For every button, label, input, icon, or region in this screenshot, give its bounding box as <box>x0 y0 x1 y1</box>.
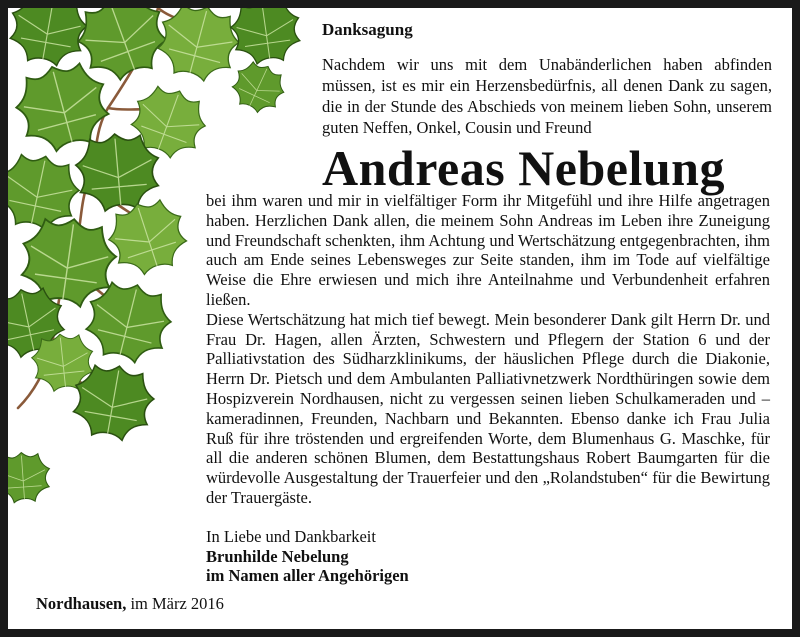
obituary-card <box>8 8 792 629</box>
place-date <box>36 594 224 614</box>
body-text <box>206 191 770 508</box>
on-behalf-line: im Namen aller Angehörigen <box>206 566 409 585</box>
body-paragraph-1: bei ihm waren und mir in vielfältiger Form ihr Mitgefühl und ihre Hilfe angetragen haben. Herzlichen Dank allen, die meinem Sohn Andreas im Leben ihre Zuneigung und Freundschaft schenkten, ihm Achtung und Wertschätzung entgegenbrachten, ihm auch am Ende seines Lebensweges zur Seite standen, ihm im Tode auf vielfältige Weise die Ehre erwiesen und mich ihre Anteilnahme und Verbundenheit erfahren ließen. <box>206 191 770 309</box>
heading-danksagung: Danksagung <box>322 20 413 39</box>
intro-paragraph: Nachdem wir uns mit dem Unabänderlichen haben abfinden müssen, ist es mir ein Herzensbedürfnis, all denen Dank zu sagen, die in der Stunde des Abschieds von meinem lieben Sohn, unserem guten Neffen, Onkel, Cousin und Freund <box>322 55 772 137</box>
place-date-text: im März 2016 <box>126 594 224 613</box>
closing-block <box>206 527 409 586</box>
place-city: Nordhausen, <box>36 594 127 613</box>
signer-name: Brunhilde Nebelung <box>206 546 349 566</box>
body-paragraph-2: Diese Wertschätzung hat mich tief bewegt. Mein besonderer Dank gilt Herrn Dr. und Frau Dr. Hagen, allen Ärzten, Schwestern und Pflegern der Station 6 und der Palliativstation des Südharzklinikums, der häuslichen Pflege durch die Diakonie, Herrn Dr. Pietsch und dem Ambulanten Palliativnetzwerk Nordthüringen sowie dem Hospizverein Nordhausen, nicht zu vergessen seinen lieben Schulkameraden und –kameradinnen, Freunden, Nachbarn und Bekannten. Ebenso danke ich Frau Julia Ruß für ihre tröstenden und ergreifenden Worte, dem Blumenhaus G. Maschke, für all die anderen schönen Blumen, dem Bestattungshaus Robert Baumgarten für die würdevolle Ausgestaltung der Trauerfeier und den „Rolandstuben“ für die Bewirtung der Trauergäste. <box>206 309 770 507</box>
deceased-name: Andreas Nebelung <box>322 140 725 196</box>
closing-line: In Liebe und Dankbarkeit <box>206 527 376 546</box>
